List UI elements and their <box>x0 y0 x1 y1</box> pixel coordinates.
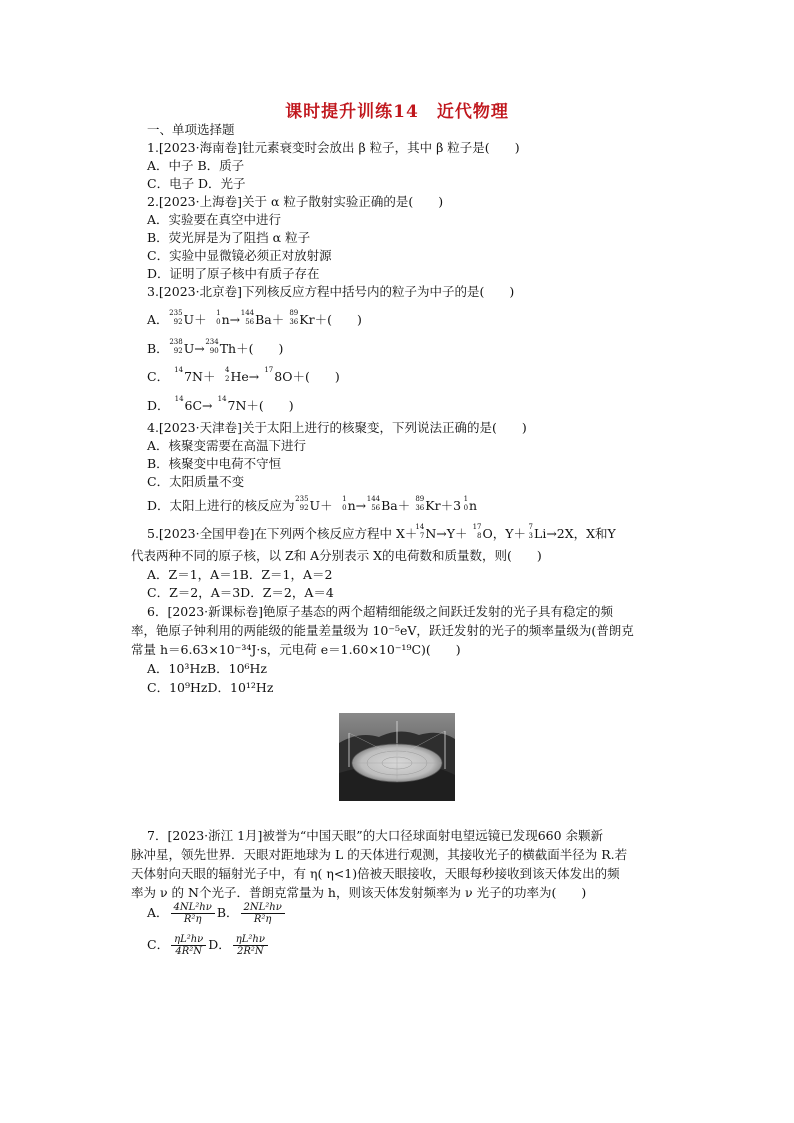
q5-stem-cont: 代表两种不同的原子核，以 Z和 A分别表示 X的电荷数和质量数，则( ) <box>131 548 542 563</box>
q3-stem: 3.[2023·北京卷]下列核反应方程中括号内的粒子为中子的是( ) <box>147 284 515 299</box>
q6-stem-1: 6．[2023·新课标卷]铯原子基态的两个超精细能级之间跃迁发射的光子具有稳定的频 <box>147 604 613 619</box>
q7-stem-2: 脉冲星，领先世界．天眼对距地球为 L 的天体进行观测，其接收光子的横截面半径为 R.若 <box>131 847 628 862</box>
q5-stem: 5.[2023·全国甲卷]在下列两个核反应方程中 X＋ 14 7 N→Y＋ 17 8 O，Y＋ 7 3 Li→2X，X和Y <box>147 523 616 541</box>
q7-stem-1: 7．[2023·浙江 1月]被誉为“中国天眼”的大口径球面射电望远镜已发现660 余颗新 <box>147 828 604 843</box>
q7-stem-3: 天体射向天眼的辐射光子中，有 η( η<1)倍被天眼接收，天眼每秒接收到该天体发出的频 <box>131 866 620 881</box>
q7-options-cd: C． $\frac{\text{ηL²hν}}{\text{4R²N}}$ D． $\frac{\text{ηL²hν}}{\text{2R²N}}$ <box>147 934 270 957</box>
q6-stem-2: 率，铯原子钟利用的两能级的能量差量级为 10⁻⁵eV，跃迁发射的光子的频率量级为(普朗克 <box>131 623 634 638</box>
q6-options-ab: A．10³HzB．10⁶Hz <box>147 661 268 676</box>
q7-option-d-fraction: $\frac{\text{ηL²hν}}{\text{2R²N}}$ <box>233 934 268 957</box>
q7-options-ab: A． $\frac{\text{4NL²hν}}{\text{R²η}}$ B． $\frac{\text{2NL²hν}}{\text{R²η}}$ <box>147 902 287 925</box>
q3-option-c: C． 14 7N＋ 4 2 He→ 17 8O＋( ) <box>147 366 340 384</box>
telescope-photo <box>339 713 455 801</box>
q5-options-cd: C．Z＝2，A＝3D．Z＝2，A＝4 <box>147 585 334 600</box>
q2-option-a: A．实验要在真空中进行 <box>147 212 282 227</box>
q4-stem: 4.[2023·天津卷]关于太阳上进行的核聚变，下列说法正确的是( ) <box>147 420 527 435</box>
q1-options-cd: C．电子 D．光子 <box>147 176 246 191</box>
q4-option-a: A．核聚变需要在高温下进行 <box>147 438 307 453</box>
q7-option-a-fraction: $\frac{\text{4NL²hν}}{\text{R²η}}$ <box>171 902 215 925</box>
q7-stem-4: 率为 ν 的 N个光子．普朗克常量为 h，则该天体发射频率为 ν 光子的功率为( ) <box>131 885 587 900</box>
q4-option-c: C．太阳质量不变 <box>147 474 245 489</box>
q2-option-d: D．证明了原子核中有质子存在 <box>147 266 320 281</box>
q3-option-d: D． 14 6C→ 14 7N＋( ) <box>147 395 294 413</box>
q3-option-a: A． 235 92 U＋ 1 0 n→ 144 56 Ba＋ 89 36 Kr＋( ) <box>147 309 362 327</box>
q6-stem-3: 常量 h＝6.63×10⁻³⁴J·s，元电荷 e＝1.60×10⁻¹⁹C)( ) <box>131 642 461 657</box>
q1-options-ab: A．中子 B．质子 <box>147 158 245 173</box>
q7-option-b-fraction: $\frac{\text{2NL²hν}}{\text{R²η}}$ <box>241 902 285 925</box>
page-title: 课时提升训练14 近代物理 <box>285 102 509 122</box>
q6-options-cd: C．10⁹HzD．10¹²Hz <box>147 680 274 695</box>
q4-option-d: D．太阳上进行的核反应为 235 92 U＋ 1 0 n→ 144 56 Ba＋ 89 36 Kr＋3 1 0 n <box>147 495 478 513</box>
q7-option-c-fraction: $\frac{\text{ηL²hν}}{\text{4R²N}}$ <box>171 934 206 957</box>
q3-option-b: B． 238 92 U→ 234 90 Th＋( ) <box>147 338 284 356</box>
q1-stem: 1.[2023·海南卷]钍元素衰变时会放出 β 粒子，其中 β 粒子是( ) <box>147 140 520 155</box>
q4-option-b: B．核聚变中电荷不守恒 <box>147 456 282 471</box>
q2-option-b: B．荧光屏是为了阻挡 α 粒子 <box>147 230 311 245</box>
q2-option-c: C．实验中显微镜必须正对放射源 <box>147 248 332 263</box>
q5-options-ab: A．Z＝1，A＝1B．Z＝1，A＝2 <box>147 567 333 582</box>
section-heading: 一、单项选择题 <box>147 122 235 137</box>
q2-stem: 2.[2023·上海卷]关于 α 粒子散射实验正确的是( ) <box>147 194 444 209</box>
